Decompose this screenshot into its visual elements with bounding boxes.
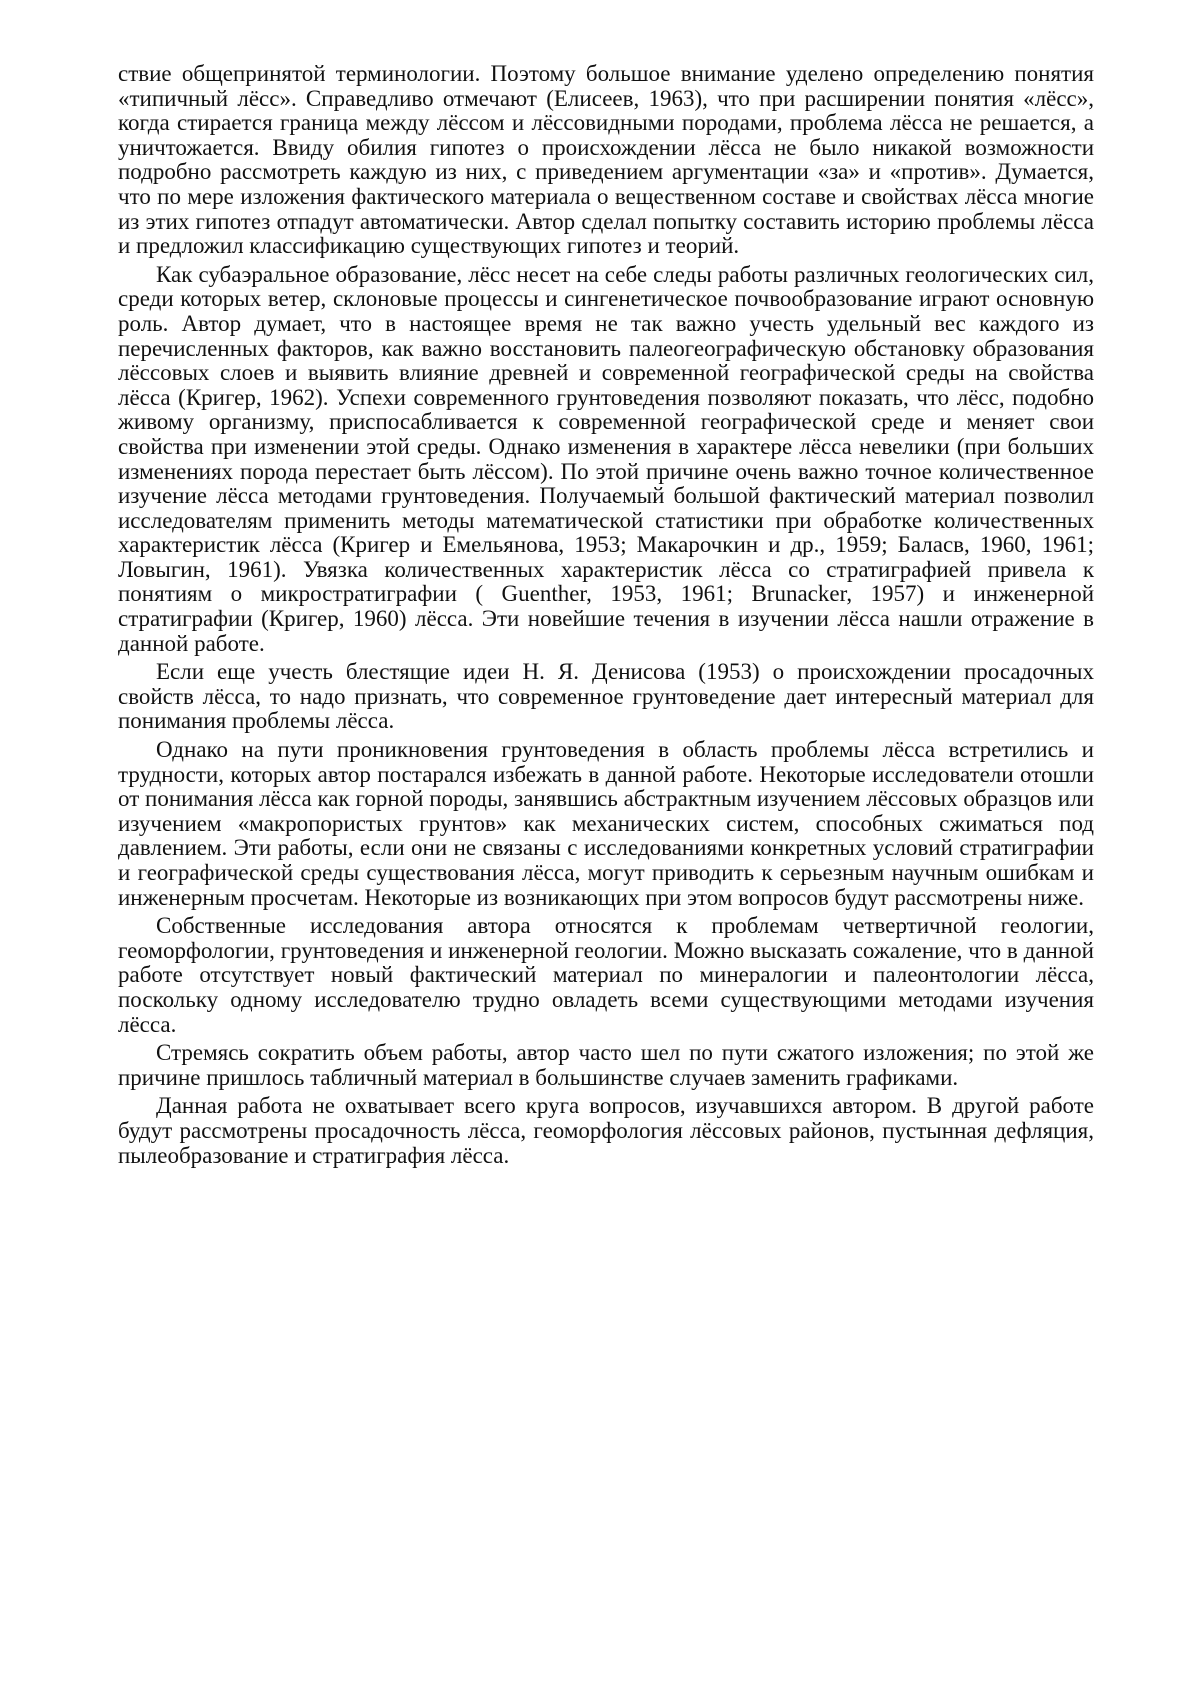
paragraph-scope: Данная работа не охватывает всего круга вопросов, изучавшихся автором. В другой работе будут рассмотрены просадочность лёсса, геоморфология лёссовых районов, пустынная дефляция, пылеобразование и стратиграфия лёсса. (118, 1093, 1094, 1168)
document-page (118, 62, 1094, 1172)
paragraph-author-research: Собственные исследования автора относятся к проблемам четвертичной геологии, геоморфологии, грунтоведения и инженерной геологии. Можно высказать сожаление, что в данной работе отсутствует новый фактический материал по минералогии и палеонтологии лёсса, поскольку одному исследователю трудно овладеть всеми существующими методами изучения лёсса. (118, 913, 1094, 1037)
paragraph-brevity: Стремясь сократить объем работы, автор часто шел по пути сжатого изложения; по этой же причине пришлось табличный материал в большинстве случаев заменить графиками. (118, 1040, 1094, 1090)
paragraph-continuation: ствие общепринятой терминологии. Поэтому большое внимание уделено определению понятия «типичный лёсс». Справедливо отмечают (Елисеев, 1963), что при расширении понятия «лёсс», когда стирается граница между лёссом и лёссовидными породами, проблема лёсса не решается, а уничтожается. Ввиду обилия гипотез о происхождении лёсса не было никакой возможности подробно рассмотреть каждую из них, с приведением аргументации «за» и «против». Думается, что по мере изложения фактического материала о вещественном составе и свойствах лёсса многие из этих гипотез отпадут автоматически. Автор сделал попытку составить историю проблемы лёсса и предложил классификацию существующих гипотез и теорий. (118, 61, 1094, 259)
paragraph-denisov-ideas: Если еще учесть блестящие идеи Н. Я. Денисова (1953) о происхождении просадочных свойств лёсса, то надо признать, что современное грунтоведение дает интересный материал для понимания проблемы лёсса. (118, 659, 1094, 734)
paragraph-subaerial-origin: Как субаэральное образование, лёсс несет на себе следы работы различных геологических сил, среди которых ветер, склоновые процессы и сингенетическое почвообразование играют основную роль. Автор думает, что в настоящее время не так важно учесть удельный вес каждого из перечисленных факторов, как важно восстановить палеогеографическую обстановку образования лёссовых слоев и выявить влияние древней и современной географической среды на свойства лёсса (Кригер, 1962). Успехи современного грунтоведения позволяют показать, что лёсс, подобно живому организму, приспосабливается к современной географической среде и меняет свои свойства при изменении этой среды. Однако изменения в характере лёсса невелики (при больших изменениях порода перестает быть лёссом). По этой причине очень важно точное количественное изучение лёсса методами грунтоведения. Получаемый большой фактический материал позволил исследователям применить методы математической статистики при обработке количественных характеристик лёсса (Кригер и Емельянова, 1953; Макарочкин и др., 1959; Баласв, 1960, 1961; Ловыгин, 1961). Увязка количественных характеристик лёсса со стратиграфией привела к понятиям о микростратиграфии ( Guenther, 1953, 1961; Brunacker, 1957) и инженерной стратиграфии (Кригер, 1960) лёсса. Эти новейшие течения в изучении лёсса нашли отражение в данной работе. (118, 261, 1094, 656)
paragraph-difficulties: Однако на пути проникновения грунтоведения в область проблемы лёсса встретились и трудности, которых автор постарался избежать в данной работе. Некоторые исследователи отошли от понимания лёсса как горной породы, занявшись абстрактным изучением лёссовых образцов или изучением «макропористых грунтов» как механических систем, способных сжиматься под давлением. Эти работы, если они не связаны с исследованиями конкретных условий стратиграфии и географической среды существования лёсса, могут приводить к серьезным научным ошибкам и инженерным просчетам. Некоторые из возникающих при этом вопросов будут рассмотрены ниже. (118, 737, 1094, 910)
